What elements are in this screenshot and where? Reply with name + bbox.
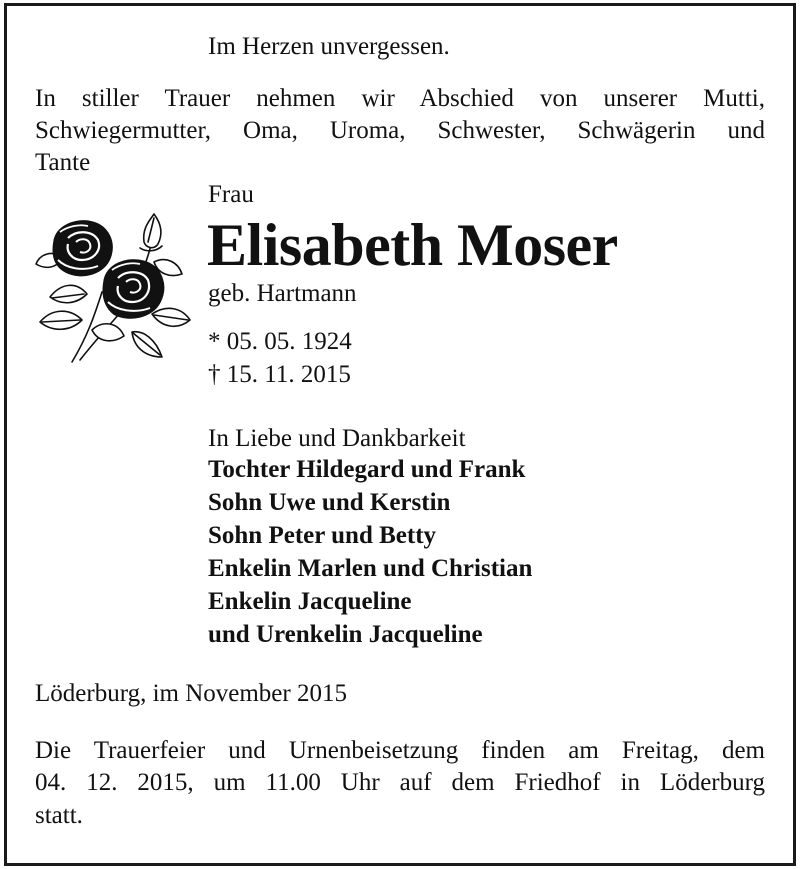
maiden-name: geb. Hartmann	[208, 280, 357, 307]
rose-icon	[32, 212, 192, 372]
mourner-name: Sohn Peter und Betty	[208, 522, 437, 549]
intro-line-3: Tante	[35, 149, 91, 176]
mourner-name: und Urenkelin Jacqueline	[208, 621, 483, 648]
ceremony-line-1: Die Trauerfeier und Urnenbeisetzung finden am Freitag, dem	[35, 737, 765, 764]
birth-date: * 05. 05. 1924	[208, 328, 352, 355]
intro-line-2: Schwiegermutter, Oma, Uroma, Schwester, Schwägerin und	[35, 117, 765, 144]
ceremony-line-3: statt.	[35, 802, 83, 829]
intro-line-1: In stiller Trauer nehmen wir Abschied von unserer Mutti,	[35, 85, 765, 112]
deceased-name: Elisabeth Moser	[207, 212, 618, 278]
mourner-name: Enkelin Jacqueline	[208, 588, 412, 615]
mourners-intro: In Liebe und Dankbarkeit	[208, 425, 466, 452]
mourner-name: Enkelin Marlen und Christian	[208, 555, 533, 582]
salutation: Frau	[208, 181, 254, 208]
mourner-name: Tochter Hildegard und Frank	[208, 456, 526, 483]
ceremony-line-2: 04. 12. 2015, um 11.00 Uhr auf dem Friedhof in Löderburg	[35, 769, 765, 796]
death-date: † 15. 11. 2015	[208, 361, 351, 388]
place-date: Löderburg, im November 2015	[35, 680, 347, 707]
motto: Im Herzen unvergessen.	[208, 33, 450, 60]
mourner-name: Sohn Uwe und Kerstin	[208, 489, 451, 516]
